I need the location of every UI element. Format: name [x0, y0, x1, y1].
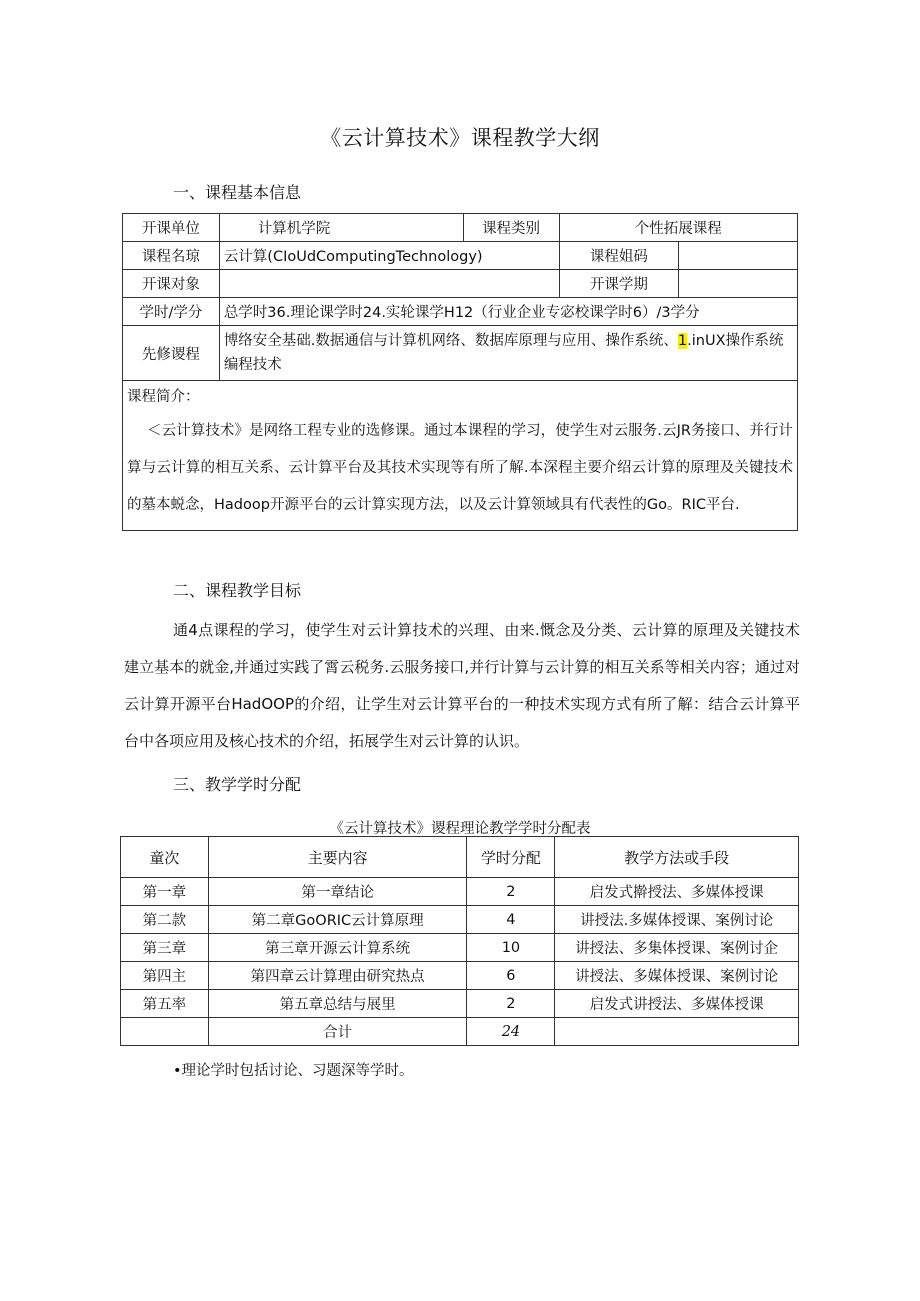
row-content: 第二章GoORIC云计算原理	[208, 906, 467, 934]
intro-text: ＜云计算技术》是网络工程专业的选修课。通过本课程的学习，使学生对云服务.云JR务接口、并行计算与云计算的相互关系、云计算平台及其技术实现等有所了解.本深程主要介绍云计算的原理及关键技术的墓本蜕念，Hadoop开源平台的云计算实现方法，以及云计算领域具有代表性的Go。RIC平台.	[127, 423, 793, 513]
row-content: 第四章云计算理由研究热点	[208, 962, 467, 990]
total-label: 合计	[208, 1018, 467, 1046]
row-method: 讲授法.多媒体授课、案例讨论	[555, 906, 799, 934]
table-row	[123, 298, 798, 326]
table-row	[123, 242, 798, 270]
code-label: 课程姐码	[559, 242, 679, 270]
category-label: 课程类别	[463, 214, 559, 242]
prereq-text-b: .inUX操作系统编程技术	[223, 333, 784, 373]
category-value: 个性拓展课程	[559, 214, 797, 242]
unit-value: 计算机学院	[219, 214, 463, 242]
target-label: 开课对象	[123, 270, 220, 298]
header-method: 教学方法或手段	[555, 837, 799, 878]
table-row	[121, 934, 799, 962]
intro-label: 课程简介：	[127, 389, 200, 405]
table-total-row	[121, 1018, 799, 1046]
row-method: 讲授法、多集体授课、案例讨企	[555, 934, 799, 962]
row-method: 讲授法、多媒体授课、案例讨论	[555, 962, 799, 990]
course-intro	[123, 381, 798, 531]
goal-paragraph: 通4点课程的学习，使学生对云计算技术的兴理、由来.慨念及分类、云计算的原理及关键技术建立基本的就金,并通过实践了霄云税务.云服务接口,并行计算与云计算的相互关系等相关内容；通过对云计算开源平台HadOOP的介绍，让学生对云计算平台的一种技术实现方式有所了解：结合云计算平台中各项应用及核心技术的介绍，拓展学生对云计算的认识。	[124, 621, 800, 750]
table-row	[123, 214, 798, 242]
page-title: 《云计算技术》课程教学大纲	[320, 126, 600, 150]
name-value: 云计算(CIoUdComputingTechnology)	[219, 242, 559, 270]
row-chapter: 第二款	[121, 906, 209, 934]
code-value	[679, 242, 798, 270]
course-info-table	[122, 213, 798, 531]
row-hours: 2	[467, 990, 555, 1018]
table-row	[123, 381, 798, 531]
header-hours: 学时分配	[467, 837, 555, 878]
header-chapter: 童次	[121, 837, 209, 878]
row-chapter: 第一章	[121, 878, 209, 906]
row-hours: 6	[467, 962, 555, 990]
table-caption: 《云计算技术》谡程理论教学学时分配表	[329, 821, 591, 837]
prereq-text-a: 博络安全基础.数据通信与计算机网络、数据库原理与应用、操作系统、	[223, 333, 678, 349]
row-content: 第三章开源云计算系统	[208, 934, 467, 962]
unit-label: 开课单位	[123, 214, 220, 242]
row-method: 启发式讲授法、多媒体授课	[555, 990, 799, 1018]
hours-label: 学时/学分	[123, 298, 220, 326]
term-label: 开课学期	[559, 270, 679, 298]
prereq-label: 先修谡程	[123, 326, 220, 381]
header-content: 主要内容	[208, 837, 467, 878]
highlighted-char: 1	[677, 333, 688, 349]
row-chapter: 第四主	[121, 962, 209, 990]
table-header-row	[121, 837, 799, 878]
table-row	[121, 878, 799, 906]
row-chapter: 第五率	[121, 990, 209, 1018]
footnote: •理论学时包括讨论、习题深等学时。	[173, 1063, 414, 1079]
row-content: 第一章结论	[208, 878, 467, 906]
prereq-value	[219, 326, 797, 381]
hours-allocation-table	[120, 836, 799, 1046]
row-hours: 2	[467, 878, 555, 906]
table-row	[123, 326, 798, 381]
section-heading-goal: 二、课程教学目标	[173, 581, 302, 600]
target-value	[219, 270, 559, 298]
name-label: 课程名琼	[123, 242, 220, 270]
row-content: 第五章总结与展里	[208, 990, 467, 1018]
section-heading-hours: 三、教学学时分配	[173, 775, 302, 794]
table-row	[121, 990, 799, 1018]
row-hours: 10	[467, 934, 555, 962]
row-method: 启发式擀授法、多媒体授课	[555, 878, 799, 906]
row-chapter: 第三章	[121, 934, 209, 962]
total-method-empty	[555, 1018, 799, 1046]
hours-value: 总学时36.理论课学时24.实轮课学H12（行业企业专宓校课学时6）/3学分	[219, 298, 797, 326]
term-value	[679, 270, 798, 298]
table-row	[121, 962, 799, 990]
total-empty-cell	[121, 1018, 209, 1046]
section-heading-basic-info: 一、课程基本信息	[173, 183, 302, 202]
table-row	[123, 270, 798, 298]
table-row	[121, 906, 799, 934]
row-hours: 4	[467, 906, 555, 934]
total-value: 24	[467, 1018, 555, 1046]
